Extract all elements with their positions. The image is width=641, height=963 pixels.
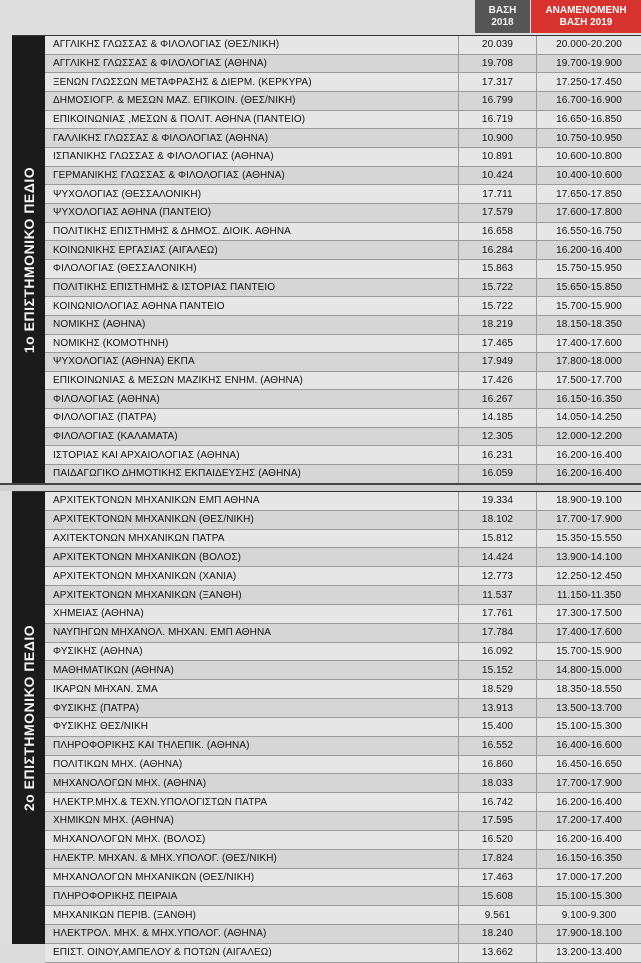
expected-base-2019-value: 17.500-17.700 [556,375,622,387]
department-name: ΚΟΙΝΩΝΙΚΗΣ ΕΡΓΑΣΙΑΣ (ΑΙΓΑΛΕΩ) [45,241,459,259]
department-name: ΑΡΧΙΤΕΚΤΟΝΩΝ ΜΗΧΑΝΙΚΩΝ (ΒΟΛΟΣ) [45,548,459,566]
table-row [45,869,641,888]
base-2018-value: 17.824 [459,850,537,868]
base-2018-value: 10.891 [459,148,537,166]
base-2018-value: 16.742 [459,793,537,811]
table-row [45,737,641,756]
department-name: ΠΛΗΡΟΦΟΡΙΚΗΣ ΠΕΙΡΑΙΑ [45,887,459,905]
base-2018-value: 17.784 [459,624,537,642]
section-field-2 [12,491,641,959]
table-row [45,605,641,624]
table-row [45,390,641,409]
base-2018-value: 18.240 [459,925,537,943]
base-2018-value: 15.608 [459,887,537,905]
department-name: ΨΥΧΟΛΟΓΙΑΣ (ΑΘΗΝΑ) ΕΚΠΑ [45,353,459,371]
department-name: ΙΣΠΑΝΙΚΗΣ ΓΛΩΣΣΑΣ & ΦΙΛΟΛΟΓΙΑΣ (ΑΘΗΝΑ) [45,148,459,166]
base-2018-value: 17.711 [459,185,537,203]
expected-base-2019-value: 19.700-19.900 [556,57,622,69]
base-2018-value: 15.722 [459,297,537,315]
base-2018-value: 17.579 [459,204,537,222]
base-2018-value: 18.219 [459,316,537,334]
department-name: ΜΗΧΑΝΙΚΩΝ ΠΕΡΙΒ. (ΞΑΝΘΗ) [45,906,459,924]
table-row [45,793,641,812]
table-row [45,73,641,92]
expected-base-2019-value: 17.000-17.200 [556,871,622,883]
table-row [45,223,641,242]
table-row [45,925,641,944]
expected-base-2019-value: 10.400-10.600 [556,169,622,181]
department-name: ΦΙΛΟΛΟΓΙΑΣ (ΘΕΣΣΑΛΟΝΙΚΗ) [45,260,459,278]
base-2018-value: 15.722 [459,279,537,297]
table-row [45,148,641,167]
expected-base-2019-value: 16.650-16.850 [556,113,622,125]
table-row [45,906,641,925]
department-name: ΦΥΣΙΚΗΣ (ΑΘΗΝΑ) [45,643,459,661]
department-name: ΠΟΛΙΤΙΚΗΣ ΕΠΙΣΤΗΜΗΣ & ΔΗΜΟΣ. ΔΙΟΙΚ. ΑΘΗΝΑ [45,223,459,241]
header-base-2018 [475,0,530,33]
expected-base-2019-value: 18.150-18.350 [556,319,622,331]
expected-base-2019-value: 17.400-17.600 [556,627,622,639]
base-2018-value: 10.424 [459,167,537,185]
base-2018-value: 15.812 [459,530,537,548]
department-name: ΚΟΙΝΩΝΙΟΛΟΓΙΑΣ ΑΘΗΝΑ ΠΑΝΤΕΙΟ [45,297,459,315]
table-row [45,530,641,549]
table-row [45,372,641,391]
table-row [45,260,641,279]
expected-base-2019-value: 9.100-9.300 [561,909,617,921]
expected-base-2019-value: 16.150-16.350 [556,853,622,865]
table-row [45,624,641,643]
expected-base-2019-value: 16.150-16.350 [556,393,622,405]
base-2018-value: 17.426 [459,372,537,390]
base-2018-value: 12.305 [459,428,537,446]
table-row [45,335,641,354]
expected-base-2019-value: 15.700-15.900 [556,646,622,658]
table-row [45,718,641,737]
expected-base-2019-value: 16.200-16.400 [556,449,622,461]
section-label: 1ο ΕΠΙΣΤΗΜΟΝΙΚΟ ΠΕΔΙΟ [20,166,37,354]
table-row [45,241,641,260]
department-name: ΑΧΙΤΕΚΤΟΝΩΝ ΜΗΧΑΝΙΚΩΝ ΠΑΤΡΑ [45,530,459,548]
department-name: ΓΑΛΛΙΚΗΣ ΓΛΩΣΣΑΣ & ΦΙΛΟΛΟΓΙΑΣ (ΑΘΗΝΑ) [45,129,459,147]
expected-base-2019-value: 15.350-15.550 [556,533,622,545]
department-name: ΑΓΓΛΙΚΗΣ ΓΛΩΣΣΑΣ & ΦΙΛΟΛΟΓΙΑΣ (ΘΕΣ/ΝΙΚΗ) [45,36,459,54]
base-2018-value: 19.708 [459,55,537,73]
expected-base-2019-value: 17.900-18.100 [556,928,622,940]
base-2018-value: 16.860 [459,756,537,774]
base-2018-value: 16.719 [459,111,537,129]
section-rows [45,36,641,484]
table-row [45,36,641,55]
base-2018-value: 16.552 [459,737,537,755]
table-row [45,756,641,775]
base-2018-value: 13.913 [459,699,537,717]
table-row [45,699,641,718]
department-name: ΠΑΙΔΑΓΩΓΙΚΟ ΔΗΜΟΤΙΚΗΣ ΕΚΠΑΙΔΕΥΣΗΣ (ΑΘΗΝΑ) [45,465,459,483]
expected-base-2019-value: 16.550-16.750 [556,225,622,237]
expected-base-2019-value: 17.650-17.850 [556,188,622,200]
department-name: ΞΕΝΩΝ ΓΛΩΣΣΩΝ ΜΕΤΑΦΡΑΣΗΣ & ΔΙΕΡΜ. (ΚΕΡΚΥΡΑ) [45,73,459,91]
expected-base-2019-value: 17.250-17.450 [556,76,622,88]
table-row [45,204,641,223]
base-2018-value: 17.463 [459,869,537,887]
department-name: ΑΓΓΛΙΚΗΣ ΓΛΩΣΣΑΣ & ΦΙΛΟΛΟΓΙΑΣ (ΑΘΗΝΑ) [45,55,459,73]
expected-base-2019-value: 20.000-20.200 [556,39,622,51]
expected-base-2019-value: 10.750-10.950 [556,132,622,144]
table-row [45,511,641,530]
expected-base-2019-value: 13.500-13.700 [556,702,622,714]
table-row [45,774,641,793]
base-2018-value: 18.529 [459,680,537,698]
department-name: ΦΙΛΟΛΟΓΙΑΣ (ΑΘΗΝΑ) [45,390,459,408]
department-name: ΝΑΥΠΗΓΩΝ ΜΗΧΑΝΟΛ. ΜΗΧΑΝ. ΕΜΠ ΑΘΗΝΑ [45,624,459,642]
department-name: ΔΗΜΟΣΙΟΓΡ. & ΜΕΣΩΝ ΜΑΖ. ΕΠΙΚΟΙΝ. (ΘΕΣ/ΝΙΚΗ) [45,92,459,110]
expected-base-2019-value: 16.200-16.400 [556,468,622,480]
department-name: ΦΥΣΙΚΗΣ (ΠΑΤΡΑ) [45,699,459,717]
base-2018-value: 17.465 [459,335,537,353]
department-name: ΗΛΕΚΤΡ.ΜΗΧ.& ΤΕΧΝ.ΥΠΟΛΟΓΙΣΤΩΝ ΠΑΤΡΑ [45,793,459,811]
base-2018-value: 19.334 [459,492,537,510]
base-2018-value: 15.400 [459,718,537,736]
table-row [45,812,641,831]
department-name: ΜΗΧΑΝΟΛΟΓΩΝ ΜΗΧΑΝΙΚΩΝ (ΘΕΣ/ΝΙΚΗ) [45,869,459,887]
table-row [45,316,641,335]
department-name: ΦΙΛΟΛΟΓΙΑΣ (ΠΑΤΡΑ) [45,409,459,427]
table-row [45,567,641,586]
expected-base-2019-value: 10.600-10.800 [556,151,622,163]
base-2018-value: 17.761 [459,605,537,623]
expected-base-2019-value: 18.900-19.100 [556,495,622,507]
base-2018-value: 17.949 [459,353,537,371]
expected-base-2019-value: 17.200-17.400 [556,815,622,827]
expected-base-2019-value: 12.000-12.200 [556,431,622,443]
section-label-bar [12,36,45,484]
table-row [45,465,641,484]
table-row [45,279,641,298]
expected-base-2019-value: 16.700-16.900 [556,95,622,107]
table-row [45,55,641,74]
expected-base-2019-value: 16.200-16.400 [556,244,622,256]
department-name: ΝΟΜΙΚΗΣ (ΑΘΗΝΑ) [45,316,459,334]
header-base-2018-line1: ΒΑΣΗ [488,4,517,16]
expected-base-2019-value: 18.350-18.550 [556,683,622,695]
table-row [45,661,641,680]
table-row [45,353,641,372]
header-expected-line2: ΒΑΣΗ 2019 [559,16,613,28]
base-2018-value: 16.267 [459,390,537,408]
header-expected-base-2019 [531,0,641,33]
table-row [45,446,641,465]
department-name: ΧΗΜΕΙΑΣ (ΑΘΗΝΑ) [45,605,459,623]
header-base-2018-line2: 2018 [491,16,514,28]
department-name: ΕΠΙΚΟΙΝΩΝΙΑΣ ,ΜΕΣΩΝ & ΠΟΛΙΤ. ΑΘΗΝΑ (ΠΑΝΤΕΙΟ) [45,111,459,129]
section-divider [0,483,641,491]
department-name: ΧΗΜΙΚΩΝ ΜΗΧ. (ΑΘΗΝΑ) [45,812,459,830]
table-row [45,586,641,605]
base-2018-value: 16.658 [459,223,537,241]
expected-base-2019-value: 16.400-16.600 [556,740,622,752]
department-name: ΑΡΧΙΤΕΚΤΟΝΩΝ ΜΗΧΑΝΙΚΩΝ (ΞΑΝΘΗ) [45,586,459,604]
base-2018-value: 16.799 [459,92,537,110]
expected-base-2019-value: 13.200-13.400 [556,947,622,959]
base-2018-value: 16.284 [459,241,537,259]
base-2018-value: 16.520 [459,831,537,849]
table-row [45,548,641,567]
expected-base-2019-value: 15.650-15.850 [556,281,622,293]
table-row [45,167,641,186]
expected-base-2019-value: 11.150-11.350 [556,589,622,601]
department-name: ΜΗΧΑΝΟΛΟΓΩΝ ΜΗΧ. (ΑΘΗΝΑ) [45,774,459,792]
expected-base-2019-value: 17.400-17.600 [556,337,622,349]
section-label: 2ο ΕΠΙΣΤΗΜΟΝΙΚΟ ΠΕΔΙΟ [20,624,37,812]
expected-base-2019-value: 16.200-16.400 [556,796,622,808]
base-2018-value: 15.152 [459,661,537,679]
department-name: ΝΟΜΙΚΗΣ (ΚΟΜΟΤΗΝΗ) [45,335,459,353]
expected-base-2019-value: 15.100-15.300 [556,890,622,902]
expected-base-2019-value: 17.600-17.800 [556,207,622,219]
department-name: ΙΚΑΡΩΝ ΜΗΧΑΝ. ΣΜΑ [45,680,459,698]
department-name: ΠΛΗΡΟΦΟΡΙΚΗΣ ΚΑΙ ΤΗΛΕΠΙΚ. (ΑΘΗΝΑ) [45,737,459,755]
table-row [45,492,641,511]
department-name: ΗΛΕΚΤΡ. ΜΗΧΑΝ. & ΜΗΧ.ΥΠΟΛΟΓ. (ΘΕΣ/ΝΙΚΗ) [45,850,459,868]
department-name: ΨΥΧΟΛΟΓΙΑΣ (ΘΕΣΣΑΛΟΝΙΚΗ) [45,185,459,203]
expected-base-2019-value: 17.800-18.000 [556,356,622,368]
table-row [45,111,641,130]
department-name: ΦΙΛΟΛΟΓΙΑΣ (ΚΑΛΑΜΑΤΑ) [45,428,459,446]
base-2018-value: 13.662 [459,944,537,962]
department-name: ΠΟΛΙΤΙΚΗΣ ΕΠΙΣΤΗΜΗΣ & ΙΣΤΟΡΙΑΣ ΠΑΝΤΕΙΟ [45,279,459,297]
department-name: ΑΡΧΙΤΕΚΤΟΝΩΝ ΜΗΧΑΝΙΚΩΝ (ΧΑΝΙΑ) [45,567,459,585]
base-2018-value: 20.039 [459,36,537,54]
department-name: ΨΥΧΟΛΟΓΙΑΣ ΑΘΗΝΑ (ΠΑΝΤΕΙΟ) [45,204,459,222]
department-name: ΑΡΧΙΤΕΚΤΟΝΩΝ ΜΗΧΑΝΙΚΩΝ (ΘΕΣ/ΝΙΚΗ) [45,511,459,529]
base-2018-value: 12.773 [459,567,537,585]
section-field-1 [12,35,641,484]
expected-base-2019-value: 13.900-14.100 [556,551,622,563]
department-name: ΙΣΤΟΡΙΑΣ ΚΑΙ ΑΡΧΑΙΟΛΟΓΙΑΣ (ΑΘΗΝΑ) [45,446,459,464]
expected-base-2019-value: 15.700-15.900 [556,300,622,312]
department-name: ΜΑΘΗΜΑΤΙΚΩΝ (ΑΘΗΝΑ) [45,661,459,679]
expected-base-2019-value: 12.250-12.450 [556,570,622,582]
table-row [45,92,641,111]
base-2018-value: 14.424 [459,548,537,566]
expected-base-2019-value: 17.700-17.900 [556,514,622,526]
base-2018-value: 10.900 [459,129,537,147]
base-2018-value: 17.595 [459,812,537,830]
table-row [45,409,641,428]
expected-base-2019-value: 17.300-17.500 [556,608,622,620]
base-2018-value: 18.102 [459,511,537,529]
table-row [45,850,641,869]
expected-base-2019-value: 14.050-14.250 [556,412,622,424]
expected-base-2019-value: 14.800-15.000 [556,664,622,676]
department-name: ΦΥΣΙΚΗΣ ΘΕΣ/ΝΙΚΗ [45,718,459,736]
expected-base-2019-value: 15.750-15.950 [556,263,622,275]
section-label-bar [12,492,45,944]
table-row [45,643,641,662]
base-2018-value: 14.185 [459,409,537,427]
base-2018-value: 18.033 [459,774,537,792]
table-row [45,428,641,447]
section-rows [45,492,641,959]
table-row [45,680,641,699]
table-row [45,297,641,316]
base-2018-value: 15.863 [459,260,537,278]
department-name: ΕΠΙΣΤ. ΟΙΝΟΥ,ΑΜΠΕΛΟΥ & ΠΟΤΩΝ (ΑΙΓΑΛΕΩ) [45,944,459,962]
department-name: ΠΟΛΙΤΙΚΩΝ ΜΗΧ. (ΑΘΗΝΑ) [45,756,459,774]
expected-base-2019-value: 16.450-16.650 [556,759,622,770]
table-row [45,887,641,906]
base-2018-value: 9.561 [459,906,537,924]
base-2018-value: 16.092 [459,643,537,661]
expected-base-2019-value: 17.700-17.900 [556,777,622,789]
department-name: ΗΛΕΚΤΡΟΛ. ΜΗΧ. & ΜΗΧ.ΥΠΟΛΟΓ. (ΑΘΗΝΑ) [45,925,459,943]
table-row [45,831,641,850]
base-2018-value: 11.537 [459,586,537,604]
department-name: ΑΡΧΙΤΕΚΤΟΝΩΝ ΜΗΧΑΝΙΚΩΝ ΕΜΠ ΑΘΗΝΑ [45,492,459,510]
base-2018-value: 17.317 [459,73,537,91]
department-name: ΓΕΡΜΑΝΙΚΗΣ ΓΛΩΣΣΑΣ & ΦΙΛΟΛΟΓΙΑΣ (ΑΘΗΝΑ) [45,167,459,185]
expected-base-2019-value: 16.200-16.400 [556,834,622,846]
table-row [45,129,641,148]
expected-base-2019-value: 15.100-15.300 [556,721,622,733]
base-2018-value: 16.231 [459,446,537,464]
table-row [45,185,641,204]
department-name: ΕΠΙΚΟΙΝΩΝΙΑΣ & ΜΕΣΩΝ ΜΑΖΙΚΗΣ ΕΝΗΜ. (ΑΘΗΝΑ) [45,372,459,390]
table-row [45,944,641,963]
header-expected-line1: ΑΝΑΜΕΝΟΜΕΝΗ [545,4,627,16]
base-2018-value: 16.059 [459,465,537,483]
department-name: ΜΗΧΑΝΟΛΟΓΩΝ ΜΗΧ. (ΒΟΛΟΣ) [45,831,459,849]
